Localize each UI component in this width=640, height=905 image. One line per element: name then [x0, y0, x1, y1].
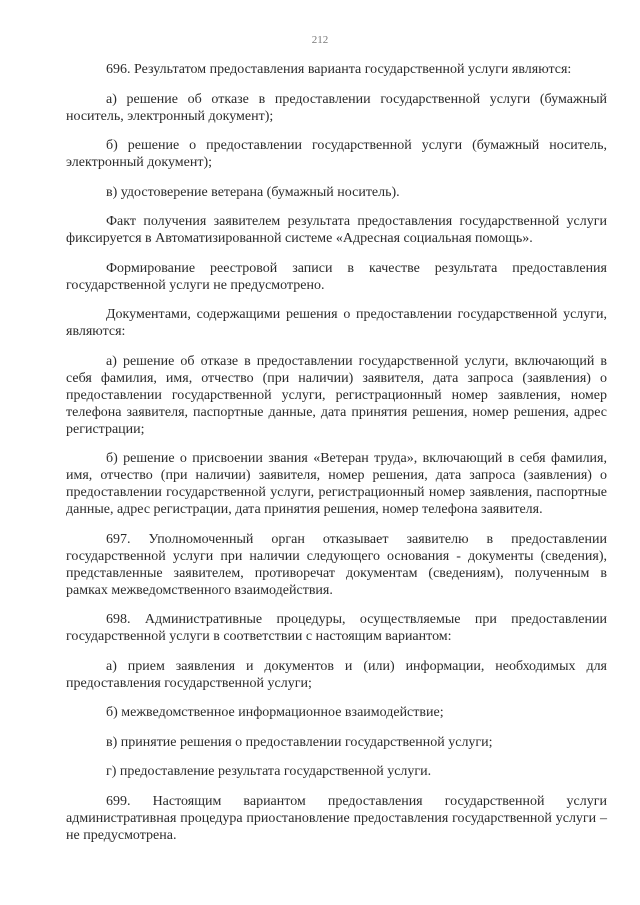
list-item-c-certificate: в) удостоверение ветерана (бумажный носитель). — [106, 184, 400, 200]
list-item-d-result: г) предоставление результата государственной услуги. — [106, 764, 432, 779]
list-item-a-refusal: а) решение об отказе в предоставлении государственной услуги (бумажный носитель, электронный документ); — [66, 91, 607, 124]
list-item-a-refusal-contents: а) решение об отказе в предоставлении государственной услуги, включающий в себя фамилия, имя, отчество (при наличии) заявителя, дата запроса (заявления) о предоставлении государственной услуги, регистрационный номер заявления, номер телефона заявителя, паспортные данные, дата принятия решения, номер решения, адрес регистрации; — [66, 353, 607, 437]
paragraph-696: 696. Результатом предоставления варианта государственной услуги являются: — [106, 62, 572, 77]
list-item-c-decision: в) принятие решения о предоставлении государственной услуги; — [106, 734, 493, 750]
list-item-a-reception: а) прием заявления и документов и (или) информации, необходимых для предоставления государственной услуги; — [66, 658, 607, 691]
paragraph-698: 698. Административные процедуры, осуществляемые при предоставлении государственной услуги в соответствии с настоящим вариантом: — [66, 612, 607, 644]
document-body — [66, 61, 607, 844]
paragraph-documents: Документами, содержащими решения о предоставлении государственной услуги, являются: — [66, 307, 607, 339]
list-item-b-veteran-decision: б) решение о присвоении звания «Ветеран труда», включающий в себя фамилия, имя, отчество (при наличии) заявителя, номер решения, дата запроса (заявления) о предоставлении государственной услуги, регистрационный номер заявления, паспортные данные, адрес регистрации, дата принятия решения, номер телефона заявителя. — [66, 451, 607, 517]
paragraph-697: 697. Уполномоченный орган отказывает заявителю в предоставлении государственной услуги при наличии следующего основания - документы (сведения), представленные заявителем, противоречат документам (сведениям), полученным в рамках межведомственного взаимодействия. — [66, 531, 607, 598]
paragraph-699: 699. Настоящим вариантом предоставления государственной услуги административная процедура приостановление предоставления государственной услуги – не предусмотрена. — [66, 793, 607, 843]
paragraph-result-recorded: Факт получения заявителем результата предоставления государственной услуги фиксируется в Автоматизированной системе «Адресная социальная помощь». — [66, 214, 607, 246]
list-item-b-decision: б) решение о предоставлении государственной услуги (бумажный носитель, электронный документ); — [66, 138, 607, 170]
paragraph-registry-entry: Формирование реестровой записи в качестве результата предоставления государственной услуги не предусмотрено. — [66, 260, 607, 293]
list-item-b-interaction: б) межведомственное информационное взаимодействие; — [106, 705, 444, 720]
page-number: 212 — [311, 34, 329, 46]
